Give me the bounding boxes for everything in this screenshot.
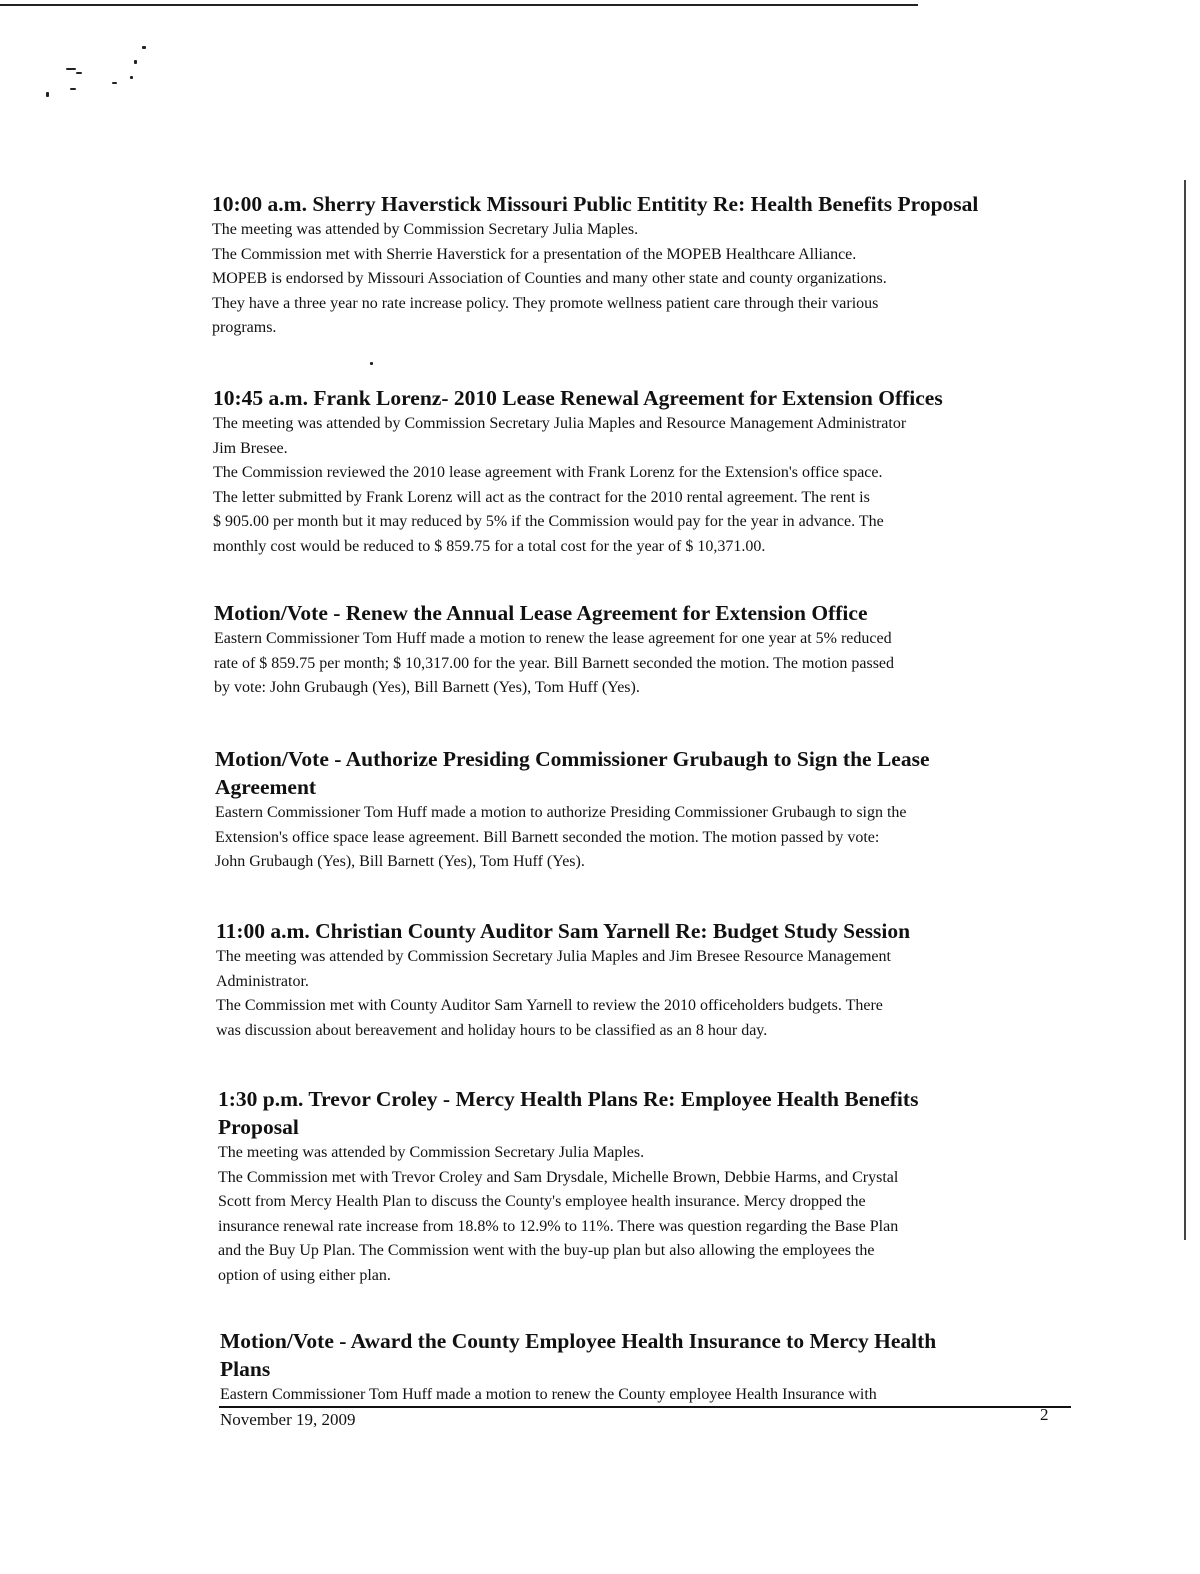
agenda-item-heading: 1:30 p.m. Trevor Croley - Mercy Health Plans Re: Employee Health Benefits Proposal (218, 1087, 919, 1139)
scan-speck (142, 46, 146, 49)
scan-edge-right (1184, 180, 1186, 1240)
agenda-item-body: The meeting was attended by Commission Secretary Julia Maples and Jim Bresee Resource Management Administrator. The Commission met with County Auditor Sam Yarnell to review the 2010 officeholders budgets. There was discussion about bereavement and holiday hours to be classified as an 8 hour day. (216, 948, 891, 1039)
page-number: 2 (1040, 1405, 1049, 1424)
scan-speck (76, 72, 82, 74)
agenda-item-heading: 10:00 a.m. Sherry Haverstick Missouri Public Entitity Re: Health Benefits Proposal (212, 192, 979, 216)
scan-speck (134, 60, 137, 64)
agenda-item-body: The meeting was attended by Commission Secretary Julia Maples. The Commission met with Sherrie Haverstick for a presentation of the MOPEB Healthcare Alliance. MOPEB is endorsed by Missouri Association of Counties and many other state and county organizations. They have a three year no rate increase policy. They promote wellness patient care through their various programs. (212, 221, 887, 336)
agenda-item-heading: 10:45 a.m. Frank Lorenz- 2010 Lease Renewal Agreement for Extension Offices (213, 386, 943, 410)
footer-date: November 19, 2009 (220, 1410, 356, 1429)
motion-body: Eastern Commissioner Tom Huff made a motion to authorize Presiding Commissioner Grubaugh to sign the Extension's office space lease agreement. Bill Barnett seconded the motion. The motion passed by vote: John Grubaugh (Yes), Bill Barnett (Yes), Tom Huff (Yes). (215, 804, 907, 870)
motion-body: Eastern Commissioner Tom Huff made a motion to renew the lease agreement for one year at 5% reduced rate of $ 859.75 per month; $ 10,317.00 for the year. Bill Barnett seconded the motion. The motion passed by vote: John Grubaugh (Yes), Bill Barnett (Yes), Tom Huff (Yes). (214, 630, 895, 696)
scan-speck (130, 76, 133, 79)
agenda-item-body: The meeting was attended by Commission Secretary Julia Maples and Resource Management Administrator Jim Bresee. The Commission reviewed the 2010 lease agreement with Frank Lorenz for the Extension's office space. The letter submitted by Frank Lorenz will act as the contract for the 2010 rental agreement. The rent is $ 905.00 per month but it may reduced by 5% if the Commission would pay for the year in advance. The monthly cost would be reduced to $ 859.75 for a total cost for the year of $ 10,371.00. (213, 415, 907, 555)
motion-heading: Motion/Vote - Authorize Presiding Commissioner Grubaugh to Sign the Lease Agreement (215, 747, 930, 799)
motion-authorize-signing (215, 745, 1115, 875)
scan-speck (112, 82, 117, 84)
agenda-item-mercy-health (218, 1085, 1118, 1288)
agenda-item-heading: 11:00 a.m. Christian County Auditor Sam Yarnell Re: Budget Study Session (216, 919, 911, 943)
agenda-item-budget-session (216, 917, 1116, 1043)
motion-award-insurance (220, 1327, 1120, 1408)
agenda-item-lease-renewal (213, 384, 1113, 559)
scan-edge-top (0, 4, 918, 6)
agenda-item-body: The meeting was attended by Commission Secretary Julia Maples. The Commission met with Trevor Croley and Sam Drysdale, Michelle Brown, Debbie Harms, and Crystal Scott from Mercy Health Plan to discuss the County's employee health insurance. Mercy dropped the insurance renewal rate increase from 18.8% to 12.9% to 11%. There was question regarding the Base Plan and the Buy Up Plan. The Commission went with the buy-up plan but also allowing the employees the option of using either plan. (218, 1144, 899, 1284)
motion-body: Eastern Commissioner Tom Huff made a motion to renew the County employee Health Insurance with (220, 1386, 877, 1403)
scan-speck (46, 92, 49, 97)
scan-speck (66, 68, 76, 70)
motion-heading: Motion/Vote - Renew the Annual Lease Agreement for Extension Office (214, 601, 868, 625)
scan-speck (70, 88, 76, 90)
motion-heading: Motion/Vote - Award the County Employee Health Insurance to Mercy Health Plans (220, 1329, 937, 1381)
footer-rule (219, 1406, 1071, 1408)
scan-speck (370, 362, 373, 365)
agenda-item-mopeb (212, 190, 1112, 341)
motion-renew-lease (214, 599, 1114, 701)
